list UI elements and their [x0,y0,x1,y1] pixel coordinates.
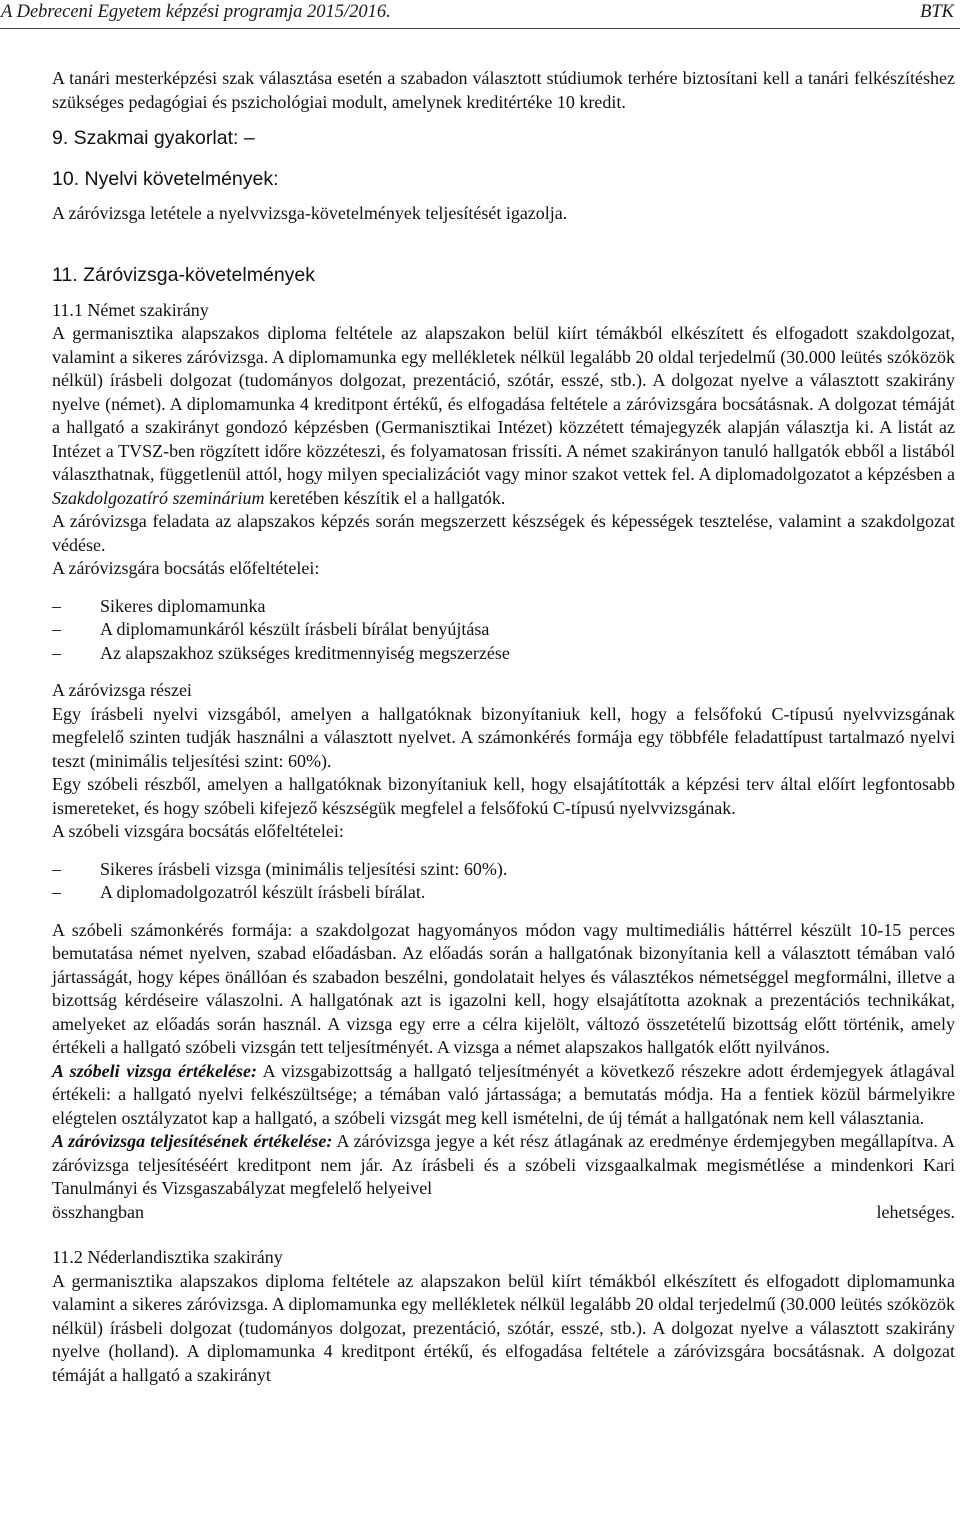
oral-evaluation-paragraph: A szóbeli vizsga értékelése: A vizsgabizottság a hallgató teljesítményét a következő részekre adott érdemjegyek átlagával értékeli: a hallgató nyelvi felkészültsége; a témában való jártassága; a bemutatás módja. Ha a fentiek közül bármelyikre elégtelen osztályzatot kap a hallgató, a szóbeli vizsgát meg kell ismételni, de új témát a hallgatónak nem kell választania. [52,1060,955,1128]
list-item: – Sikeres írásbeli vizsga (minimális teljesítési szint: 60%). [52,858,955,882]
p1-text-a: A germanisztika alapszakos diploma feltétele az alapszakon belül kiírt témákból elkészített és elfogadott szakdolgozat, valamint a sikeres záróvizsga. A diplomamunka egy mellékletek nélkül legalább 20 oldal terjedelmű (30.000 leütés szóközök nélkül) írásbeli dolgozat (tudományos dolgozat, prezentáció, szótár, esszé, stb.). A dolgozat nyelve a választott szakirány nyelve (német). A diplomamunka 4 kreditpont értékű, és elfogadása feltétele a záróvizsgára bocsátásnak. A dolgozat témáját a hallgató a szakirányt gondozó képzésben (Germanisztikai Intézet) közzétett témajegyzék alapján választja ki. A listát az Intézet a TVSZ-ben rögzített időre közzéteszi, és folyamatosan frissíti. A német szakirányon tanuló hallgatók ebből a listából választhatnak, függetlenül attól, hogy milyen specializációt vagy minor szakot vettek fel. A diplomadolgozatot a képzésben a [52,323,955,484]
list-item: – Sikeres diplomamunka [52,595,955,619]
list-item: – A diplomamunkáról készült írásbeli bírálat benyújtása [52,618,955,642]
oral-evaluation-label: A szóbeli vizsga értékelése: [52,1060,257,1081]
prereq-list [52,595,955,666]
final-evaluation-label: A záróvizsga teljesítésének értékelése: [52,1131,333,1151]
document-body [52,67,955,1387]
section-11-heading: 11. Záróvizsga-követelmények [52,263,316,286]
written-exam-paragraph: Egy írásbeli nyelvi vizsgából, amelyen a hallgatóknak bizonyítaniuk kell, hogy a felsőfokú C-típusú nyelvvizsgának megfelelő szinten tudják használni a választott nyelvet. A számonkérés formája egy többféle feladattípust tartalmazó nyelvi teszt (minimális teljesítési szint: 60%). [52,703,955,771]
dash-bullet-icon: – [52,619,61,639]
section-9-heading: 9. Szakmai gyakorlat: – [52,127,255,149]
dash-bullet-icon: – [52,642,61,663]
oral-prereq-list [52,858,955,905]
subsection-11-1-title: 11.1 Német szakirány [52,299,209,320]
subsection-11-1-prereq-title: A záróvizsgára bocsátás előfeltételei: [52,558,320,578]
subsection-11-2-title: 11.2 Néderlandisztika szakirány [52,1247,283,1267]
header-rule [0,28,960,29]
oral-prereq-title: A szóbeli vizsgára bocsátás előfeltételei: [52,821,344,841]
seminar-name: Szakdolgozatíró szeminárium [52,487,265,508]
subsection-11-1-paragraph-2: A záróvizsga feladata az alapszakos képzés során megszerzett készségek és képességek tesztelése, valamint a szakdolgozat védése. [52,511,955,555]
p1-text-b: keretében készítik el a hallgatók. [264,487,506,508]
subsection-11-2-paragraph-1: A germanisztika alapszakos diploma feltétele az alapszakon belül kiírt témákból elkészített és elfogadott diplomamunka valamint a sikeres záróvizsga. A diplomamunka egy mellékletek nélkül legalább 20 oldal terjedelmű (30.000 leütés szóközök nélkül) írásbeli dolgozat (tudományos dolgozat, prezentáció, szótár, esszé, stb.). A dolgozat nyelve a választott szakirány nyelve (holland). A diplomamunka 4 kreditpont értékű, és elfogadása feltétele a záróvizsgára bocsátásnak. A dolgozat témáját a hallgató a szakirányt [52,1270,955,1385]
final-evaluation-paragraph: A záróvizsga teljesítésének értékelése: A záróvizsga jegye a két rész átlagának az eredménye érdemjegyben megállapítva. A záróvizsga teljesítéséért kreditpont nem jár. Az írásbeli és a szóbeli vizsgaalkalmak megismétlése a mindenkori Kari Tanulmányi és Vizsgaszabályzat megfelelő helyeivel [52,1131,955,1198]
final-evaluation-last-line: összhangban lehetséges. [52,1201,955,1222]
list-item: – Az alapszakhoz szükséges kreditmennyiség megszerzése [52,642,955,666]
dash-bullet-icon: – [52,595,61,616]
dash-bullet-icon: – [52,882,61,902]
intro-paragraph: A tanári mesterképzési szak választása esetén a szabadon választott stúdiumok terhére biztosítani kell a tanári felkészítéshez szükséges pedagógiai és pszichológiai modult, amelynek kreditértéke 10 kredit. [52,68,955,112]
section-10-text: A záróvizsga letétele a nyelvvizsga-követelmények teljesítését igazolja. [52,203,568,223]
page-header [0,0,960,30]
oral-form-paragraph: A szóbeli számonkérés formája: a szakdolgozat hagyományos módon vagy multimediális háttérrel készült 10-15 perces bemutatása német nyelven, szabad előadásban. Az előadás során a hallgatónak bizonyítania kell a választott témában való jártasságát, hogy képes önállóan és szabadon beszélni, gondolatait helyes és választékos németséggel megformálni, illetve a bizottság kérdéseire válaszolni. A hallgatónak azt is igazolni kell, hogy elsajátította azoknak a prezentációs technikákat, amelyeket az előadás során használ. A vizsga egy erre a célra kijelölt, változó összetételű bizottság előtt történik, amely értékeli a hallgató szóbeli vizsgán tett teljesítményét. A vizsga a német alapszakos hallgatók előtt nyilvános. [52,919,955,1057]
dash-bullet-icon: – [52,858,61,879]
header-faculty: BTK [920,2,954,22]
subsection-11-1-paragraph-1 [52,322,955,510]
header-title: A Debreceni Egyetem képzési programja 2015/2016. [1,2,391,22]
section-10-heading: 10. Nyelvi követelmények: [52,168,279,190]
list-item: – A diplomadolgozatról készült írásbeli bírálat. [52,881,955,905]
oral-exam-paragraph: Egy szóbeli részből, amelyen a hallgatóknak bizonyítaniuk kell, hogy elsajátították a képzési terv által előírt legfontosabb ismereteket, és hogy szóbeli kifejező készségük megfelel a felsőfokú C-típusú nyelvvizsgának. [52,774,955,818]
exam-parts-title: A záróvizsga részei [52,680,192,700]
